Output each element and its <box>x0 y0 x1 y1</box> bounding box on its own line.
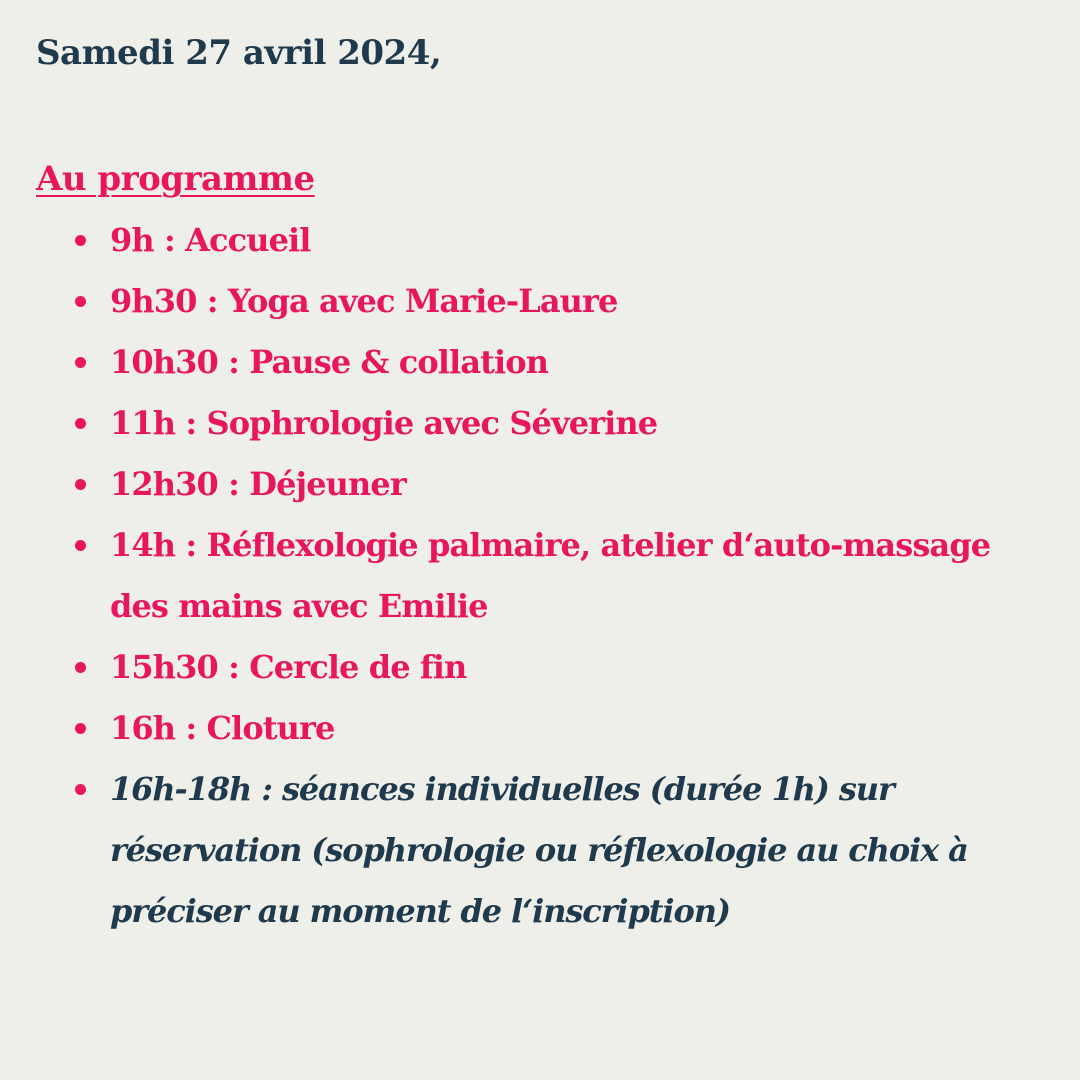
bullet-icon <box>75 418 86 429</box>
program-page <box>36 28 1046 942</box>
program-item <box>36 271 1046 332</box>
program-item-text: 9h : Accueil <box>110 221 311 259</box>
program-item-text: 10h30 : Pause & collation <box>110 343 549 381</box>
program-item <box>36 454 1046 515</box>
program-item-text: 15h30 : Cercle de fin <box>110 648 467 686</box>
event-date: Samedi 27 avril 2024, <box>36 33 442 73</box>
bullet-icon <box>75 784 86 795</box>
program-item-text: 16h : Cloture <box>110 709 335 747</box>
bullet-icon <box>75 296 86 307</box>
program-item-text: 9h30 : Yoga avec Marie-Laure <box>110 282 618 320</box>
program-item-text: 11h : Sophrologie avec Séverine <box>110 404 658 442</box>
program-item-text: 12h30 : Déjeuner <box>110 465 406 503</box>
program-item <box>36 515 1046 637</box>
bullet-icon <box>75 357 86 368</box>
program-item <box>36 393 1046 454</box>
program-item-text: 14h : Réflexologie palmaire, atelier d‘auto-massage des mains avec Emilie <box>110 526 991 625</box>
bullet-icon <box>75 479 86 490</box>
bullet-icon <box>75 662 86 673</box>
program-item <box>36 332 1046 393</box>
program-item <box>36 698 1046 759</box>
program-item <box>36 637 1046 698</box>
program-item-text: 16h-18h : séances individuelles (durée 1h) sur réservation (sophrologie ou réflexologie au choix à préciser au moment de l‘inscription) <box>110 770 968 930</box>
program-list <box>36 210 1046 942</box>
bullet-icon <box>75 723 86 734</box>
program-title: Au programme <box>36 159 315 199</box>
bullet-icon <box>75 540 86 551</box>
program-item-individual-sessions <box>36 759 1046 942</box>
bullet-icon <box>75 235 86 246</box>
program-item <box>36 210 1046 271</box>
